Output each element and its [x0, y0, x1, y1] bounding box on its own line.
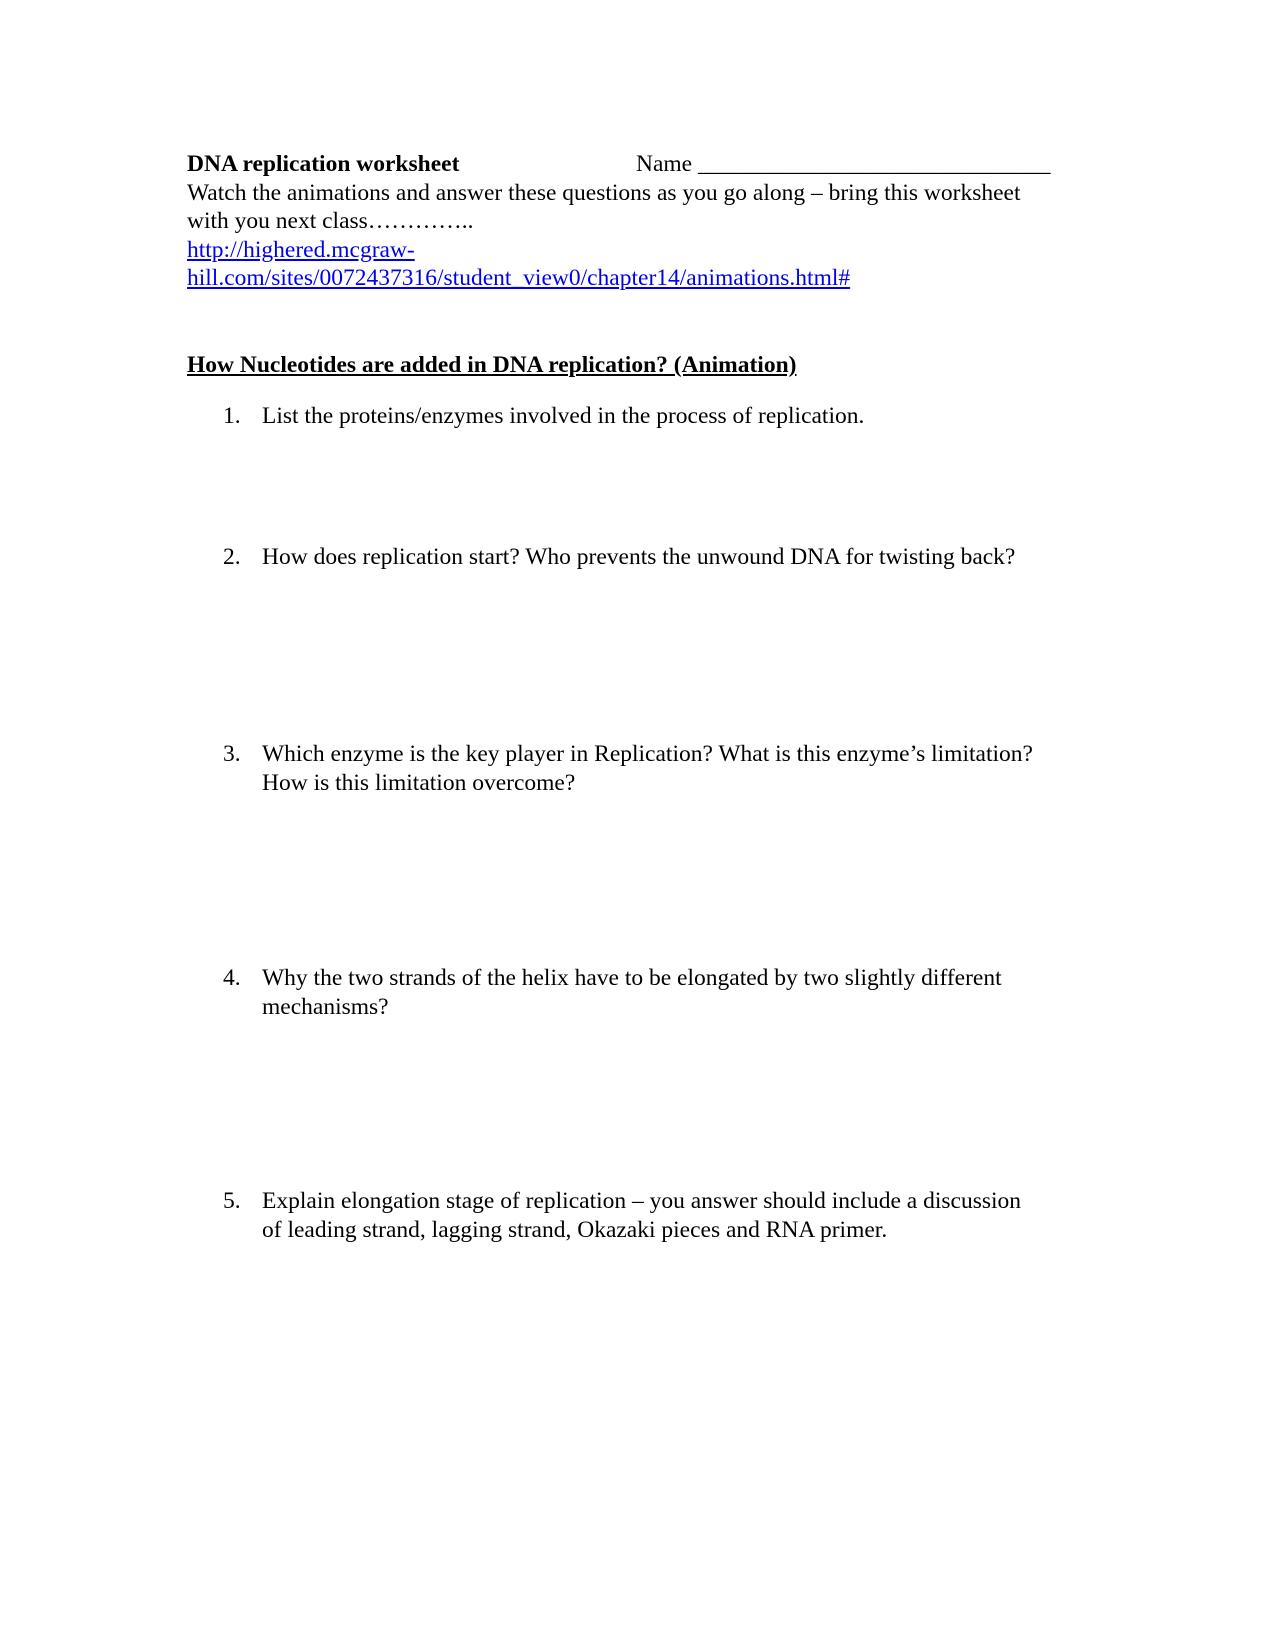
- question-number: 1.: [223, 403, 241, 429]
- question-line: of leading strand, lagging strand, Okazaki pieces and RNA primer.: [262, 1217, 888, 1243]
- intro-line-1: Watch the animations and answer these questions as you go along – bring this worksheet: [187, 180, 1021, 206]
- question-number: 2.: [223, 544, 241, 570]
- question-line: Which enzyme is the key player in Replication? What is this enzyme’s limitation?: [262, 741, 1033, 767]
- question-line: Why the two strands of the helix have to be elongated by two slightly different: [262, 965, 1002, 991]
- question-number: 5.: [223, 1188, 241, 1214]
- animations-link-line-2[interactable]: hill.com/sites/0072437316/student_view0/chapter14/animations.html#: [187, 265, 851, 291]
- question-line: mechanisms?: [262, 994, 389, 1020]
- question-number: 3.: [223, 741, 241, 767]
- intro-line-2: with you next class…………..: [187, 208, 474, 234]
- intro-text: [187, 179, 1087, 235]
- question-text: [262, 543, 1102, 572]
- animations-link[interactable]: [187, 236, 947, 292]
- question-line: List the proteins/enzymes involved in the process of replication.: [262, 403, 865, 429]
- name-field-label: Name ______________________________: [636, 151, 1051, 177]
- question-line: How does replication start? Who prevents the unwound DNA for twisting back?: [262, 544, 1016, 570]
- question-text: [262, 740, 1102, 798]
- question-line: How is this limitation overcome?: [262, 770, 576, 796]
- section-heading: How Nucleotides are added in DNA replication? (Animation): [187, 352, 797, 378]
- question-line: Explain elongation stage of replication – you answer should include a discussion: [262, 1188, 1022, 1214]
- question-text: [262, 1187, 1102, 1245]
- animations-link-line-1[interactable]: http://highered.mcgraw-: [187, 237, 415, 263]
- question-text: [262, 964, 1102, 1022]
- question-text: [262, 402, 1102, 431]
- question-number: 4.: [223, 965, 241, 991]
- worksheet-title: DNA replication worksheet: [187, 151, 460, 177]
